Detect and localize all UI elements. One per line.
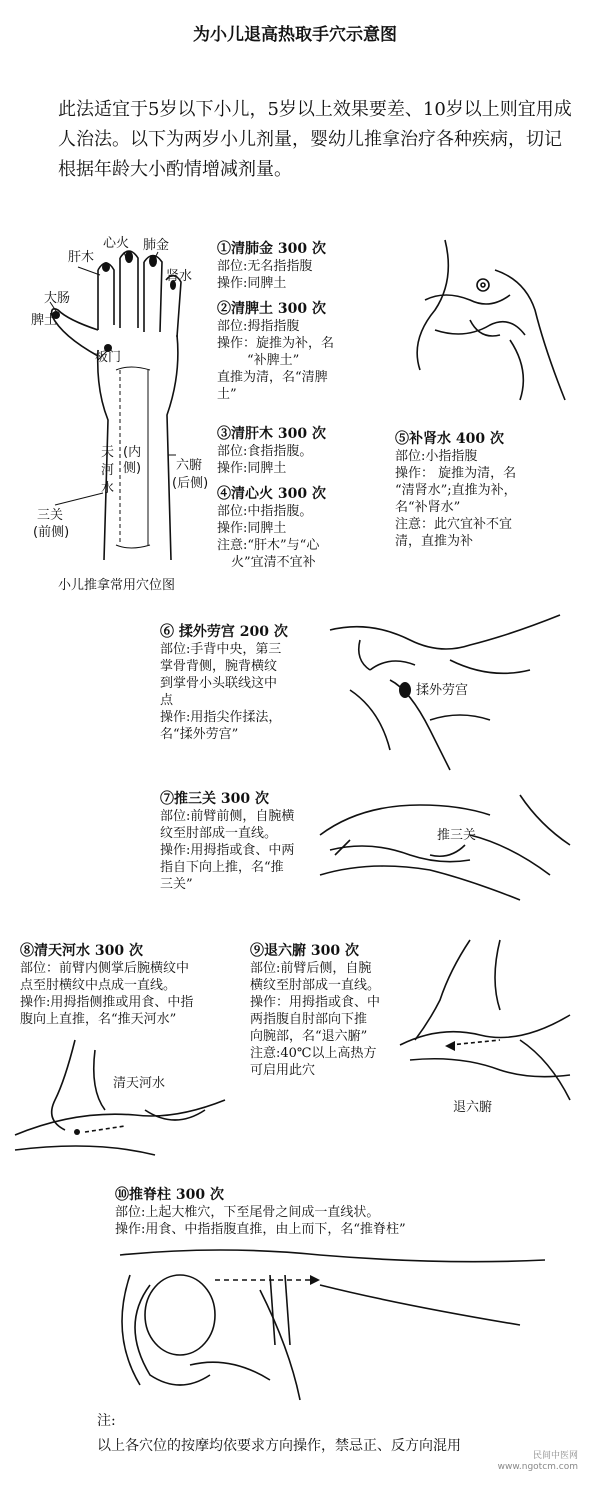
step-9-line: 横纹至肘部成一直线。 — [250, 978, 381, 993]
step-2-line: “补脾土” — [247, 353, 300, 368]
step-6 — [160, 623, 288, 743]
step-9-line: 部位:前臂后侧，自腕 — [250, 961, 372, 976]
illustration-tui-ji-zhu — [110, 1245, 550, 1405]
step-4-line: 火”宜清不宜补 — [231, 555, 316, 570]
step-4-line: 部位:中指指腹。 — [217, 504, 313, 519]
step-10-line: 部位:上起大椎穴，下至尾骨之间成一直线状。 — [115, 1205, 380, 1220]
step-8-line: 腹向上直推，名“推天河水” — [20, 1012, 177, 1027]
label-shen-shui: 肾水 — [166, 269, 193, 284]
label-hou-ce: (后侧) — [172, 476, 209, 491]
label-ban-men: 板门 — [95, 350, 122, 365]
step-8 — [20, 942, 193, 1028]
step-3 — [217, 425, 326, 477]
step-4-line: 操作:同脾土 — [217, 521, 287, 536]
step-10-title: ⑩推脊柱 300 次 — [115, 1187, 224, 1203]
step-10-line: 操作:用食、中指指腹直推，由上而下，名“推脊柱” — [115, 1222, 406, 1237]
step-9 — [250, 942, 380, 1079]
watermark — [498, 1451, 578, 1473]
step-6-line: 操作:用指尖作揉法， — [160, 710, 282, 725]
step-7-line: 指自下向上推，名“推 — [160, 860, 284, 875]
step-6-line: 部位:手背中央，第三 — [160, 642, 282, 657]
step-4-title: ④清心火 300 次 — [217, 486, 326, 502]
step-5-line: “清肾水”;直推为补， — [395, 483, 517, 498]
step-8-title: ⑧清天河水 300 次 — [20, 943, 143, 959]
step-9-line: 两指腹自肘部向下推 — [250, 1012, 368, 1027]
figure-label-tui-liu-fu: 退六腑 — [453, 1100, 493, 1115]
label-shui: 水 — [101, 481, 115, 496]
step-2 — [217, 300, 334, 403]
label-nei-ce: (内侧) — [123, 445, 142, 476]
illustration-tui-liu-fu — [400, 940, 580, 1100]
step-5-title: ⑤补肾水 400 次 — [395, 431, 504, 447]
step-8-line: 部位：前臂内侧掌后腕横纹中 — [20, 961, 190, 976]
step-5-line: 操作： 旋推为清，名 — [395, 466, 517, 481]
label-san-guan: 三关 — [37, 508, 64, 523]
step-5 — [395, 430, 517, 550]
step-7-line: 三关” — [160, 877, 193, 892]
step-2-line: 部位:拇指指腹 — [217, 319, 300, 334]
step-2-line: 操作：旋推为补，名 — [217, 336, 335, 351]
step-3-line: 操作:同脾土 — [217, 461, 287, 476]
step-5-line: 名“补肾水” — [395, 500, 461, 515]
label-qian-ce: (前侧) — [33, 525, 70, 540]
note-text: 以上各穴位的按摩均依要求方向操作，禁忌正、反方向混用 — [97, 1438, 461, 1454]
label-tian: 天 — [101, 445, 115, 460]
label-liu-fu: 六腑 — [176, 458, 203, 473]
page-title: 为小儿退高热取手穴示意图 — [193, 25, 397, 45]
step-9-line: 注意:40℃以上高热方 — [250, 1046, 377, 1061]
note — [97, 1410, 461, 1457]
watermark-line2: www.ngotcm.com — [497, 1462, 578, 1472]
step-9-title: ⑨退六腑 300 次 — [250, 943, 359, 959]
label-pi-tu: 脾土 — [31, 313, 58, 328]
step-8-line: 点至肘横纹中点成一直线。 — [20, 978, 177, 993]
step-6-line: 到掌骨小头联线这中 — [160, 676, 278, 691]
step-5-line: 部位:小指指腹 — [395, 449, 478, 464]
step-1-line: 部位:无名指指腹 — [217, 259, 313, 274]
step-5-line: 注意：此穴宜补不宜 — [395, 517, 513, 532]
step-2-line: 直推为清，名“清脾 — [217, 370, 328, 385]
label-xin-huo: 心火 — [103, 236, 130, 251]
step-6-line: 掌骨背侧，腕背横纹 — [160, 659, 278, 674]
hand-figure-caption: 小儿推拿常用穴位图 — [58, 578, 176, 593]
step-2-line: 土” — [217, 387, 237, 402]
step-9-line: 可启用此穴 — [250, 1063, 316, 1078]
illustration-bu-shen-shui — [395, 240, 575, 410]
illustration-qing-tian-he-shui — [15, 1040, 230, 1150]
figure-label-tui-san-guan: 推三关 — [437, 828, 477, 843]
step-7-line: 操作:用拇指或食、中两 — [160, 843, 295, 858]
intro-paragraph — [58, 95, 578, 185]
step-6-line: 名“揉外劳宫” — [160, 727, 239, 742]
step-10 — [115, 1186, 406, 1238]
step-9-line: 操作：用拇指或食、中 — [250, 995, 381, 1010]
label-fei-jin: 肺金 — [143, 238, 170, 253]
step-9-line: 向腕部，名“退六腑” — [250, 1029, 368, 1044]
watermark-line1: 民间中医网 — [532, 1451, 578, 1461]
step-5-line: 清，直推为补 — [395, 534, 474, 549]
step-7 — [160, 790, 294, 893]
note-label: 注: — [97, 1413, 116, 1429]
intro-text: 此法适宜于5岁以下小儿，5岁以上效果要差、10岁以上则宜用成人治法。以下为两岁小儿剂量，婴幼儿推拿治疗各种疾病，切记根据年龄大小酌情增减剂量。 — [58, 99, 572, 180]
step-4-line: 注意:“肝木”与“心 — [217, 538, 320, 553]
step-8-line: 操作:用拇指侧推或用食、中指 — [20, 995, 194, 1010]
step-7-line: 部位:前臂前侧，自腕横 — [160, 809, 295, 824]
step-3-title: ③清肝木 300 次 — [217, 426, 326, 442]
step-7-line: 纹至肘部成一直线。 — [160, 826, 278, 841]
step-6-line: 点 — [160, 693, 174, 708]
step-2-title: ②清脾土 300 次 — [217, 301, 326, 317]
step-1-line: 操作:同脾土 — [217, 276, 287, 291]
step-3-line: 部位:食指指腹。 — [217, 444, 313, 459]
figure-label-qing-tian-he-shui: 清天河水 — [113, 1076, 166, 1091]
label-da-chang: 大肠 — [44, 291, 71, 306]
illustration-tui-san-guan — [320, 795, 580, 905]
step-4 — [217, 485, 326, 571]
label-gan-mu: 肝木 — [68, 250, 95, 265]
label-he: 河 — [101, 463, 115, 478]
step-7-title: ⑦推三关 300 次 — [160, 791, 269, 807]
figure-label-rou-wai-lao-gong: 揉外劳宫 — [416, 683, 469, 698]
step-6-title: ⑥ 揉外劳宫 200 次 — [160, 624, 288, 640]
step-1 — [217, 240, 326, 292]
step-1-title: ①清肺金 300 次 — [217, 241, 326, 257]
